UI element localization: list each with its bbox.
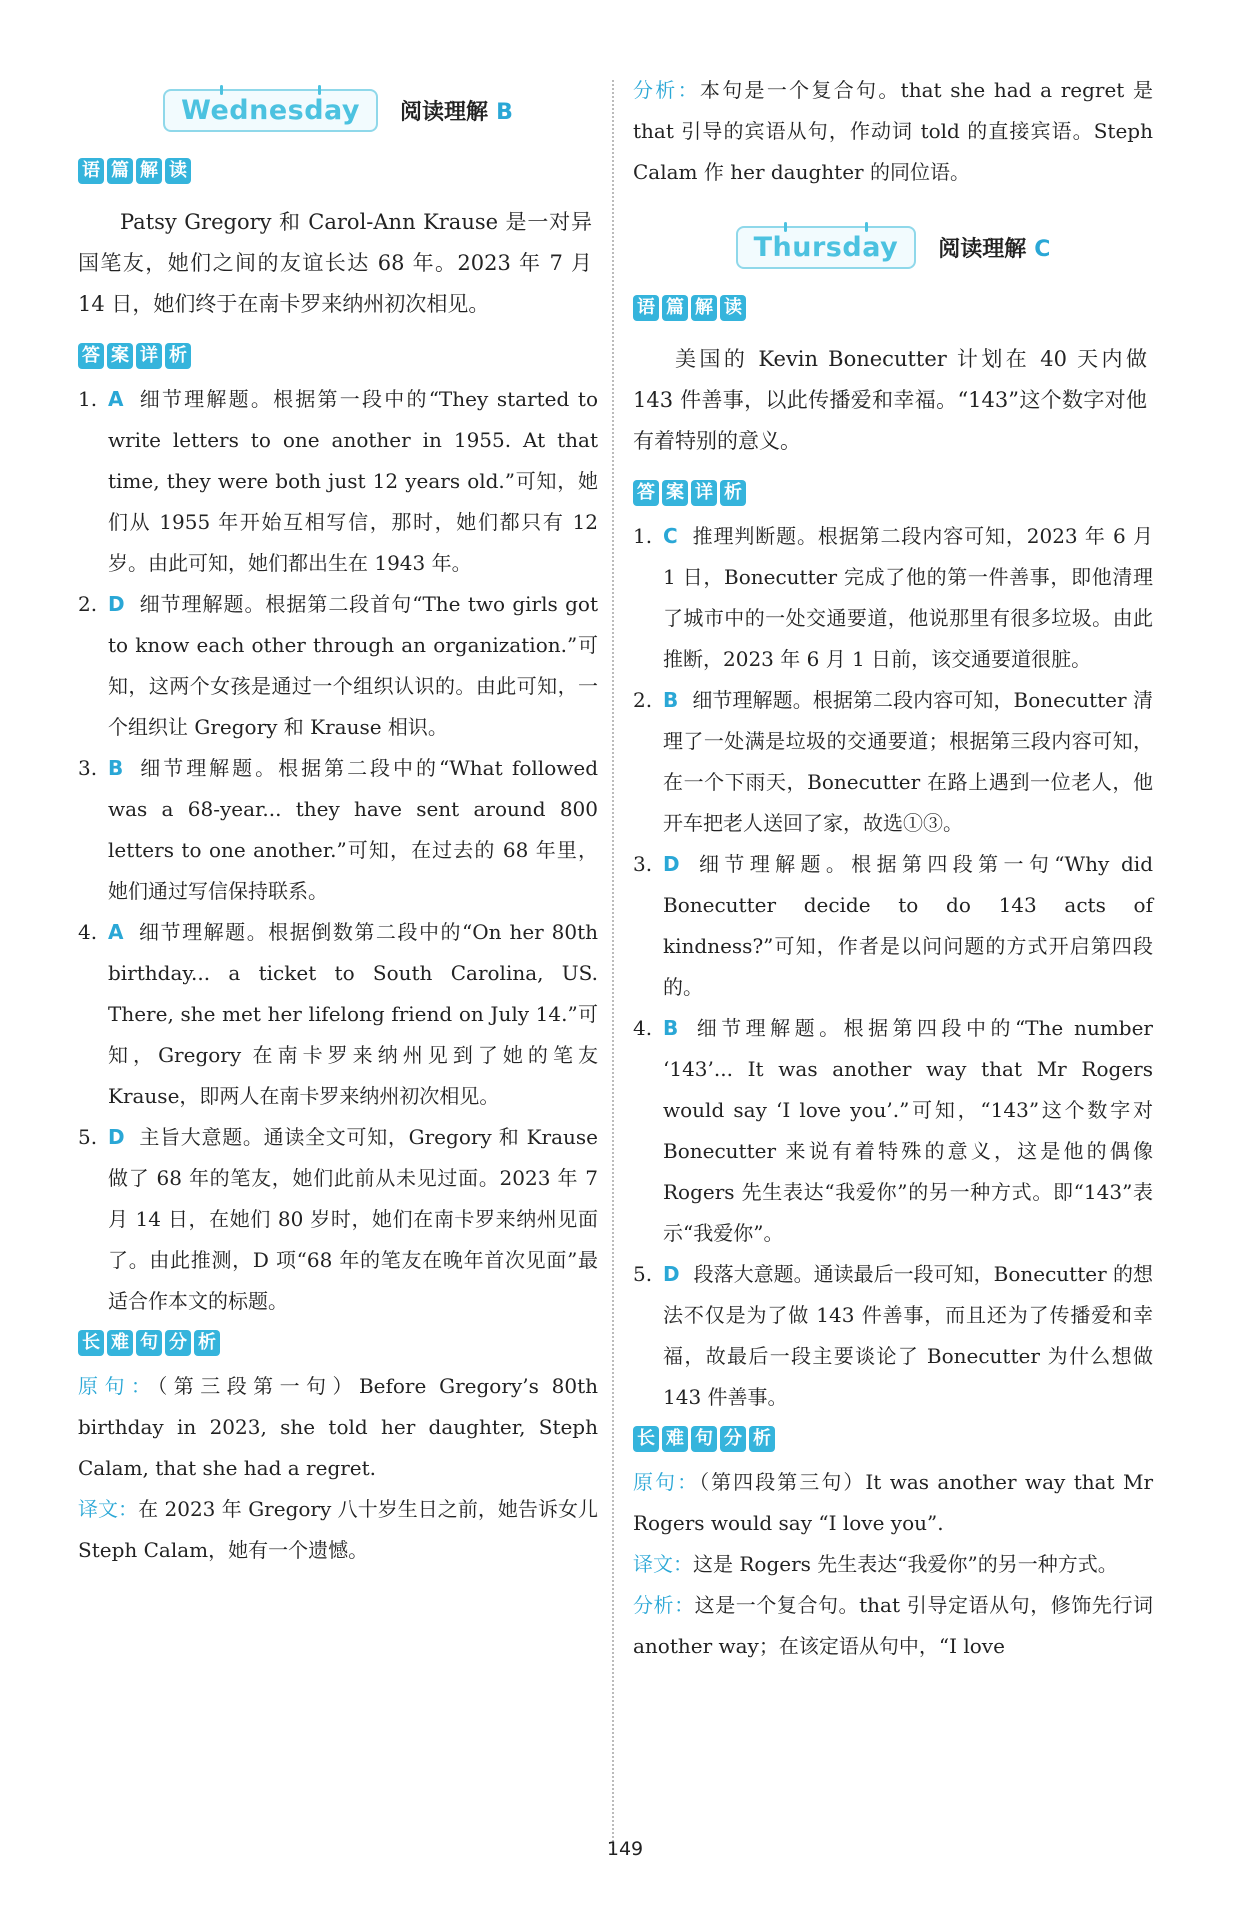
question-body xyxy=(108,584,598,748)
tag-char: 解 xyxy=(691,295,717,321)
tag-char: 语 xyxy=(78,158,104,184)
column-divider xyxy=(612,80,614,1850)
tag-char: 长 xyxy=(633,1426,659,1452)
section-header-thursday xyxy=(633,207,1153,287)
day-badge: Thursday xyxy=(736,226,917,269)
tag-long-sentence xyxy=(78,1330,598,1356)
question-item xyxy=(633,1008,1153,1254)
original-label: 原句： xyxy=(78,1374,158,1398)
question-body xyxy=(108,379,598,584)
question-item xyxy=(633,844,1153,1008)
tag-answers xyxy=(78,343,598,369)
analysis-text: 本句是一个复合句。that she had a regret 是 that 引导的宾语从句，作动词 told 的直接宾语。Steph Calam 作 her daughter 的同位语。 xyxy=(633,78,1154,184)
question-item xyxy=(633,516,1153,680)
answer-letter: D xyxy=(108,592,125,616)
question-number: 3. xyxy=(78,756,98,780)
tag-char: 语 xyxy=(633,295,659,321)
question-item xyxy=(78,1117,598,1322)
tag-char: 分 xyxy=(165,1330,191,1356)
question-body xyxy=(663,1254,1153,1418)
section-title xyxy=(938,232,1050,263)
question-item xyxy=(78,912,598,1117)
question-number: 4. xyxy=(633,1016,653,1040)
tag-char: 析 xyxy=(165,343,191,369)
tag-char: 析 xyxy=(194,1330,220,1356)
original-text: （第四段第三句）It was another way that Mr Rogers would say “I love you”. xyxy=(633,1470,1154,1535)
tag-char: 析 xyxy=(720,480,746,506)
left-column xyxy=(78,70,598,1571)
question-body xyxy=(108,912,598,1117)
tag-char: 析 xyxy=(749,1426,775,1452)
question-item xyxy=(633,680,1153,844)
question-explanation: 细节理解题。根据倒数第二段中的“On her 80th birthday... a ticket to South Carolina, US. There, she met her lifelong friend on July 14.”可知，Gregory 在南卡罗来纳州见到了她的笔友 Krause，即两人在南卡罗来纳州初次相见。 xyxy=(108,920,598,1108)
day-badge: Wednesday xyxy=(163,89,378,132)
question-body xyxy=(108,1117,598,1322)
section-letter: B xyxy=(496,99,513,125)
tag-char: 读 xyxy=(165,158,191,184)
answer-letter: A xyxy=(108,387,124,411)
tag-char: 篇 xyxy=(662,295,688,321)
question-explanation: 细节理解题。根据第二段中的“What followed was a 68-year... they have sent around 800 letters to one another.”可知，在过去的 68 年里，她们通过写信保持联系。 xyxy=(108,756,598,903)
question-explanation: 细节理解题。根据第二段内容可知，Bonecutter 清理了一处满是垃圾的交通要道；根据第三段内容可知，在一个下雨天，Bonecutter 在路上遇到一位老人，他开车把老人送回了家，故选①③。 xyxy=(663,688,1153,835)
tag-reading xyxy=(633,295,1153,321)
analysis-label: 分析： xyxy=(633,78,700,102)
question-explanation: 细节理解题。根据第一段中的“They started to write letters to one another in 1955. At that time, they were both just 12 years old.”可知，她们从 1955 年开始互相写信，那时，她们都只有 12 岁。由此可知，她们都出生在 1943 年。 xyxy=(108,387,598,575)
question-explanation: 推理判断题。根据第二段内容可知，2023 年 6 月 1 日，Bonecutter 完成了他的第一件善事，即他清理了城市中的一处交通要道，他说那里有很多垃圾。由此推断，2023 年 6 月 1 日前，该交通要道很脏。 xyxy=(663,524,1153,671)
answer-letter: C xyxy=(663,524,678,548)
original-sentence xyxy=(78,1366,598,1489)
tag-answers xyxy=(633,480,1153,506)
question-item xyxy=(633,1254,1153,1418)
original-text: （第三段第一句）Before Gregory’s 80th birthday in 2023, she told her daughter, Steph Calam, that she had a regret. xyxy=(78,1374,599,1480)
answer-letter: D xyxy=(663,852,680,876)
original-label: 原句： xyxy=(633,1470,700,1494)
tag-char: 案 xyxy=(662,480,688,506)
question-number: 4. xyxy=(78,920,98,944)
question-body xyxy=(663,516,1153,680)
tag-char: 答 xyxy=(633,480,659,506)
passage-summary: Patsy Gregory 和 Carol-Ann Krause 是一对异国笔友，她们之间的友谊长达 68 年。2023 年 7 月 14 日，她们终于在南卡罗来纳州初次相见。 xyxy=(78,210,592,316)
answer-letter: D xyxy=(663,1262,680,1286)
answer-letter: D xyxy=(108,1125,125,1149)
translation-text: 在 2023 年 Gregory 八十岁生日之前，她告诉女儿 Steph Calam，她有一个遗憾。 xyxy=(78,1497,599,1562)
tag-char: 读 xyxy=(720,295,746,321)
tag-char: 答 xyxy=(78,343,104,369)
tag-char: 篇 xyxy=(107,158,133,184)
right-column xyxy=(633,70,1153,1667)
question-number: 5. xyxy=(78,1125,98,1149)
translation-label: 译文： xyxy=(78,1497,139,1521)
question-number: 3. xyxy=(633,852,653,876)
tag-char: 难 xyxy=(107,1330,133,1356)
question-number: 1. xyxy=(78,387,98,411)
translation-text: 这是 Rogers 先生表达“我爱你”的另一种方式。 xyxy=(693,1552,1118,1576)
question-number: 2. xyxy=(78,592,98,616)
passage-summary: 美国的 Kevin Bonecutter 计划在 40 天内做 143 件善事，以此传播爱和幸福。“143”这个数字对他有着特别的意义。 xyxy=(633,347,1147,453)
translation-label: 译文： xyxy=(633,1552,693,1576)
section-title-text: 阅读理解 xyxy=(938,236,1027,262)
translation xyxy=(633,1544,1153,1585)
question-explanation: 主旨大意题。通读全文可知，Gregory 和 Krause 做了 68 年的笔友，她们此前从未见过面。2023 年 7 月 14 日，在她们 80 岁时，她们在南卡罗来纳州见面了。由此推测，D 项“68 年的笔友在晚年首次见面”最适合作本文的标题。 xyxy=(108,1125,598,1313)
tag-char: 解 xyxy=(136,158,162,184)
tag-long-sentence xyxy=(633,1426,1153,1452)
tag-char: 句 xyxy=(691,1426,717,1452)
answer-letter: B xyxy=(663,1016,679,1040)
translation xyxy=(78,1489,598,1571)
analysis xyxy=(633,1585,1153,1667)
question-number: 5. xyxy=(633,1262,653,1286)
tag-char: 案 xyxy=(107,343,133,369)
analysis xyxy=(633,70,1153,193)
section-title-text: 阅读理解 xyxy=(400,99,489,125)
question-body xyxy=(663,1008,1153,1254)
tag-char: 详 xyxy=(691,480,717,506)
tag-char: 详 xyxy=(136,343,162,369)
question-explanation: 细节理解题。根据第四段中的“The number ‘143’... It was another way that Mr Rogers would say ‘I love you’.”可知，“143”这个数字对 Bonecutter 来说有着特殊的意义，这是他的偶像 Rogers 先生表达“我爱你”的另一种方式。即“143”表示“我爱你”。 xyxy=(663,1016,1153,1245)
tag-char: 难 xyxy=(662,1426,688,1452)
question-item xyxy=(78,584,598,748)
page-number: 149 xyxy=(606,1838,644,1860)
question-body xyxy=(663,680,1153,844)
answer-letter: B xyxy=(663,688,679,712)
section-header-wednesday xyxy=(78,70,598,150)
tag-char: 长 xyxy=(78,1330,104,1356)
question-number: 2. xyxy=(633,688,653,712)
tag-char: 分 xyxy=(720,1426,746,1452)
question-explanation: 细节理解题。根据第二段首句“The two girls got to know each other through an organization.”可知，这两个女孩是通过一个组织认识的。由此可知，一个组织让 Gregory 和 Krause 相识。 xyxy=(108,592,598,739)
answer-letter: B xyxy=(108,756,124,780)
question-body xyxy=(663,844,1153,1008)
analysis-text: 这是一个复合句。that 引导定语从句，修饰先行词 another way；在该定语从句中，“I love xyxy=(633,1593,1153,1658)
original-sentence xyxy=(633,1462,1153,1544)
analysis-label: 分析： xyxy=(633,1593,695,1617)
section-letter: C xyxy=(1034,236,1051,262)
question-body xyxy=(108,748,598,912)
question-explanation: 细节理解题。根据第四段第一句“Why did Bonecutter decide to do 143 acts of kindness?”可知，作者是以问问题的方式开启第四段的。 xyxy=(663,852,1153,999)
tag-char: 句 xyxy=(136,1330,162,1356)
section-title xyxy=(400,95,513,126)
question-explanation: 段落大意题。通读最后一段可知，Bonecutter 的想法不仅是为了做 143 件善事，而且还为了传播爱和幸福，故最后一段主要谈论了 Bonecutter 为什么想做 143 件善事。 xyxy=(663,1262,1153,1409)
answer-letter: A xyxy=(108,920,124,944)
question-item xyxy=(78,748,598,912)
question-item xyxy=(78,379,598,584)
question-number: 1. xyxy=(633,524,653,548)
tag-reading xyxy=(78,158,598,184)
